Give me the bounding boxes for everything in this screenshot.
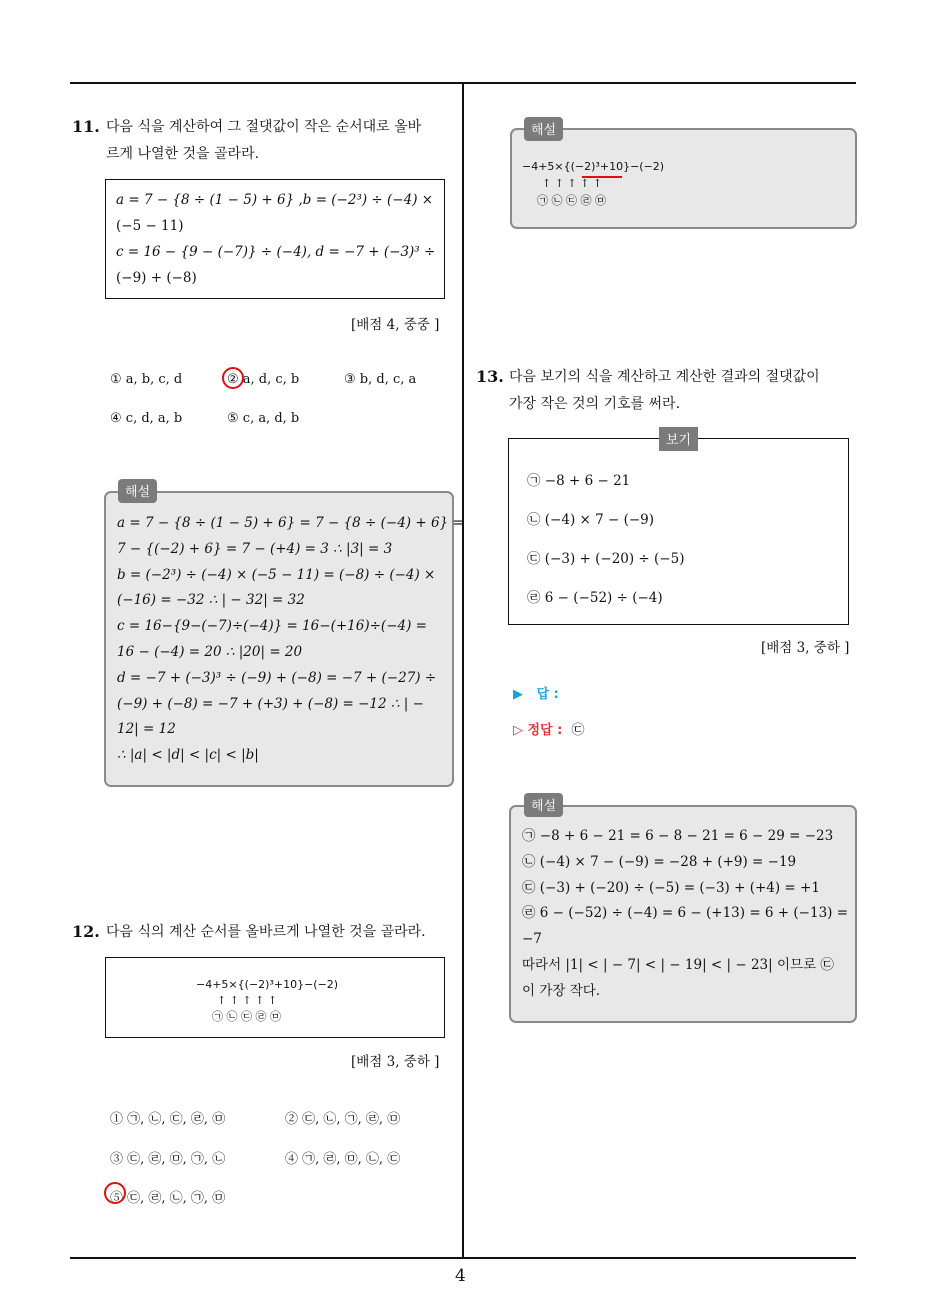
q11-number: 11. [72,117,100,136]
q11-box-line: (−5 − 11) [116,218,184,234]
q12-expression: −4+5×{(−2)³+10}−(−2) [196,978,339,991]
q13-solution-line: ㉠ −8 + 6 − 21 = 6 − 8 − 21 = 6 − 29 = −23 [522,828,834,844]
q13-correct-label: ▷ 정답 : [513,723,563,738]
q11-solution-line: 7 − {(−2) + 6} = 7 − (+4) = 3 ∴ |3| = 3 [117,540,393,557]
q11-expression-box [105,179,445,299]
q12-arrows: ↑ ↑ ↑ ↑ ↑ [217,994,278,1007]
q13-correct-row [513,719,584,738]
q11-solution-line: d = −7 + (−3)³ ÷ (−9) + (−8) = −7 + (−27) ÷ [117,669,437,686]
q13-solution-line: 이 가장 작다. [522,982,601,999]
q11-choice-1[interactable]: ① a, b, c, d [110,372,183,387]
q11-box-line: c = 16 − {9 − (−7)} ÷ (−4), d = −7 + (−3)³ ÷ [116,244,436,260]
q12-choice-5[interactable]: ⑤ ㉢, ㉣, ㉡, ㉠, ㉤ [110,1191,226,1206]
q12-solution-tab: 해설 [524,117,563,141]
q13-bogi-item: ㉢ (−3) + (−20) ÷ (−5) [527,551,685,567]
q11-solution-box [104,491,464,787]
q11-text-line2: 르게 나열한 것을 골라라. [106,146,260,162]
q12-solution-labels: ㉠ ㉡ ㉢ ㉣ ㉤ [537,194,606,207]
q11-box-line: a = 7 − {8 ÷ (1 − 5) + 6} ,b = (−2³) ÷ (−4) × [116,192,434,208]
q12-choice-4[interactable]: ④ ㉠, ㉣, ㉤, ㉡, ㉢ [285,1152,401,1167]
q11-solution-line: (−9) + (−8) = −7 + (+3) + (−8) = −12 ∴ | − [117,695,424,712]
q11-choice-2[interactable]: ② a, d, c, b [227,372,300,387]
q11-solution-line: a = 7 − {8 ÷ (1 − 5) + 6} = 7 − {8 ÷ (−4) + 6} = [117,515,464,531]
q13-answer-label: ▶ 답 : [513,687,559,702]
q13-solution-line: ㉡ (−4) × 7 − (−9) = −28 + (+9) = −19 [522,853,797,870]
q13-bogi-item: ㉣ 6 − (−52) ÷ (−4) [527,590,663,606]
q13-bogi-tab: 보기 [659,427,698,451]
q13-solution-line: 따라서 |1| < | − 7| < | − 19| < | − 23| 이므로 ㉢ [522,956,834,973]
q12-choice-1[interactable]: ① ㉠, ㉡, ㉢, ㉣, ㉤ [110,1112,226,1127]
q13-bogi-box [508,438,849,625]
q13-solution-box [509,805,857,1023]
q13-number: 13. [476,367,504,386]
bottom-rule [70,1257,856,1259]
q12-solution-expression: −4+5×{(−2)³+10}−(−2) [522,160,665,173]
q11-solution-line: (−16) = −32 ∴ | − 32| = 32 [117,592,305,609]
q11-solution-tab: 해설 [118,479,157,503]
q12-score: [배점 3, 중하 ] [351,1054,440,1070]
q12-number: 12. [72,922,100,941]
q12-expression-box [105,957,445,1038]
q11-solution-line: 16 − (−4) = 20 ∴ |20| = 20 [117,643,303,660]
answer-circle-mark [222,367,244,389]
q11-score: [배점 4, 중중 ] [351,317,440,333]
q11-choice-5[interactable]: ⑤ c, a, d, b [227,411,300,426]
q12-choice-2[interactable]: ② ㉢, ㉡, ㉠, ㉣, ㉤ [285,1112,401,1127]
q11-solution-line: ∴ |a| < |d| < |c| < |b| [117,747,259,764]
q13-bogi-item: ㉡ (−4) × 7 − (−9) [527,512,655,528]
q11-solution-line: b = (−2³) ÷ (−4) × (−5 − 11) = (−8) ÷ (−4) × [117,566,436,583]
q12-solution-box [510,128,857,229]
q12-text: 다음 식의 계산 순서를 올바르게 나열한 것을 골라라. [106,924,426,940]
q13-solution-line: −7 [522,931,542,948]
answer-circle-mark [104,1182,126,1204]
q13-solution-text [522,824,848,1005]
q12-choice-3[interactable]: ③ ㉢, ㉣, ㉤, ㉠, ㉡ [110,1152,226,1167]
q12-solution-arrows: ↑ ↑ ↑ ↑ ↑ [542,177,603,190]
q13-correct-value: ㉢ [571,723,585,738]
q13-bogi-item: ㉠ −8 + 6 − 21 [527,473,631,489]
q13-text-line1: 다음 보기의 식을 계산하고 계산한 결과의 절댓값이 [509,369,820,385]
q11-text-line1: 다음 식을 계산하여 그 절댓값이 작은 순서대로 올바 [106,119,422,135]
q11-solution-line: c = 16−{9−(−7)÷(−4)} = 16−(+16)÷(−4) = [117,618,427,635]
q11-solution-text [117,511,464,769]
q11-box-line: (−9) + (−8) [116,270,197,286]
q13-solution-line: ㉢ (−3) + (−20) ÷ (−5) = (−3) + (+4) = +1 [522,879,820,896]
page-number: 4 [455,1266,466,1286]
q13-score: [배점 3, 중하 ] [761,640,850,656]
q13-text-line2: 가장 작은 것의 기호를 써라. [509,396,681,412]
q12-order-labels: ㉠ ㉡ ㉢ ㉣ ㉤ [212,1010,281,1023]
q13-solution-line: ㉣ 6 − (−52) ÷ (−4) = 6 − (+13) = 6 + (−13) = [522,905,849,922]
q11-choice-4[interactable]: ④ c, d, a, b [110,411,183,426]
q11-choice-3[interactable]: ③ b, d, c, a [344,372,417,387]
q11-solution-line: 12| = 12 [117,721,176,738]
q13-solution-tab: 해설 [524,793,563,817]
